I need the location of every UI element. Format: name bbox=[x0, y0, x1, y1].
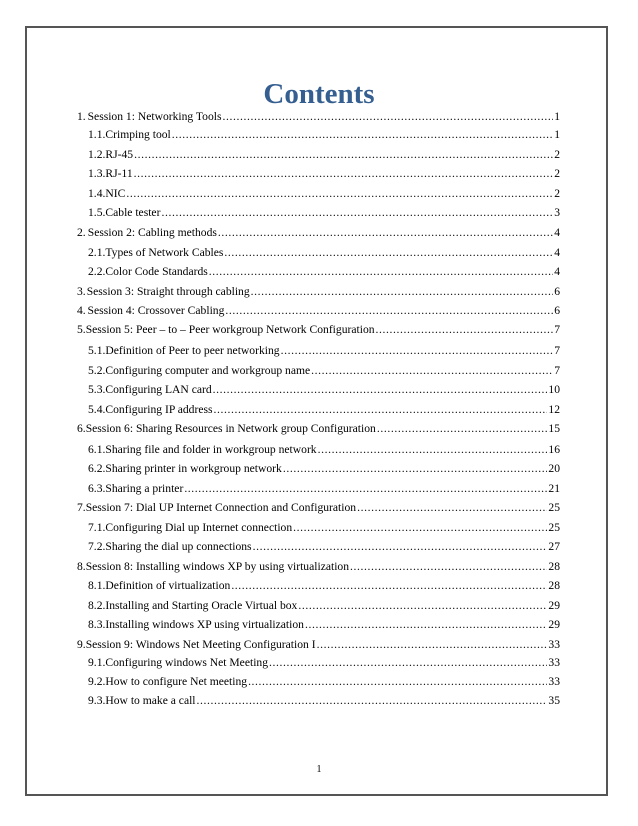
toc-entry-label: Configuring Dial up Internet connection bbox=[105, 521, 293, 534]
toc-leader-dots bbox=[269, 656, 547, 669]
toc-entry-label: Session 3: Straight through cabling bbox=[86, 285, 250, 298]
toc-entry-number: 1.5. bbox=[88, 206, 106, 219]
toc-entry-page: 2 bbox=[554, 167, 560, 180]
toc-entry-number: 1. bbox=[77, 110, 86, 123]
toc-entry-page: 29 bbox=[548, 618, 560, 631]
toc-entry[interactable] bbox=[74, 501, 560, 521]
toc-leader-dots bbox=[224, 246, 553, 259]
toc-entry[interactable] bbox=[74, 128, 560, 148]
toc-entry-number: 5.4. bbox=[88, 403, 106, 416]
toc-leader-dots bbox=[311, 364, 553, 377]
toc-entry-page: 4 bbox=[554, 226, 560, 239]
toc-leader-dots bbox=[214, 403, 548, 416]
toc-leader-dots bbox=[251, 285, 554, 298]
toc-entry[interactable] bbox=[74, 344, 560, 364]
toc-entry[interactable] bbox=[74, 675, 560, 694]
toc-entry-label: Session 1: Networking Tools bbox=[87, 110, 222, 123]
toc-entry-page: 33 bbox=[548, 638, 560, 651]
toc-entry[interactable] bbox=[74, 323, 560, 344]
toc-entry[interactable] bbox=[74, 110, 560, 128]
toc-entry-label: Color Code Standards bbox=[105, 265, 208, 278]
toc-entry-number: 1.2. bbox=[88, 148, 106, 161]
toc-entry-label: Sharing file and folder in workgroup network bbox=[105, 443, 317, 456]
toc-entry-page: 7 bbox=[554, 344, 560, 357]
toc-entry-number: 5. bbox=[77, 323, 86, 336]
toc-entry[interactable] bbox=[74, 462, 560, 482]
toc-entry[interactable] bbox=[74, 482, 560, 501]
toc-leader-dots bbox=[318, 443, 548, 456]
toc-entry-label: How to configure Net meeting bbox=[105, 675, 248, 688]
toc-entry[interactable] bbox=[74, 521, 560, 540]
toc-entry-number: 6.1. bbox=[88, 443, 106, 456]
toc-entry-number: 2. bbox=[77, 226, 86, 239]
toc-entry-label: Session 8: Installing windows XP by using virtualization bbox=[85, 560, 350, 573]
toc-entry-number: 2.1. bbox=[88, 246, 106, 259]
toc-entry[interactable] bbox=[74, 148, 560, 167]
toc-entry-number: 6.2. bbox=[88, 462, 106, 475]
toc-entry-label: Session 5: Peer – to – Peer workgroup Network Configuration bbox=[85, 323, 375, 336]
toc-entry-page: 7 bbox=[554, 364, 560, 377]
toc-leader-dots bbox=[377, 422, 548, 435]
toc-entry-number: 3. bbox=[77, 285, 86, 298]
toc-leader-dots bbox=[223, 110, 554, 123]
toc-entry-page: 15 bbox=[548, 422, 560, 435]
toc-entry-number: 8.3. bbox=[88, 618, 106, 631]
toc-leader-dots bbox=[231, 579, 547, 592]
toc-entry-page: 12 bbox=[548, 403, 560, 416]
toc-entry-page: 35 bbox=[548, 694, 560, 707]
toc-entry-page: 21 bbox=[548, 482, 560, 495]
toc-entry-label: RJ-45 bbox=[105, 148, 134, 161]
page-number: 1 bbox=[316, 764, 322, 775]
toc-entry[interactable] bbox=[74, 599, 560, 618]
toc-entry-page: 33 bbox=[548, 656, 560, 669]
toc-leader-dots bbox=[357, 501, 547, 514]
toc-entry-label: Sharing the dial up connections bbox=[105, 540, 252, 553]
toc-entry[interactable] bbox=[74, 285, 560, 304]
toc-entry[interactable] bbox=[74, 540, 560, 560]
toc-leader-dots bbox=[248, 675, 547, 688]
toc-entry[interactable] bbox=[74, 579, 560, 599]
toc-entry-number: 1.3. bbox=[88, 167, 106, 180]
toc-leader-dots bbox=[184, 482, 547, 495]
toc-leader-dots bbox=[283, 462, 548, 475]
toc-entry-page: 27 bbox=[548, 540, 560, 553]
toc-leader-dots bbox=[134, 167, 554, 180]
toc-entry-label: Configuring IP address bbox=[105, 403, 213, 416]
toc-entry-label: Definition of Peer to peer networking bbox=[105, 344, 280, 357]
toc-leader-dots bbox=[197, 694, 548, 707]
toc-entry-number: 9.1. bbox=[88, 656, 106, 669]
toc-entry-page: 6 bbox=[554, 285, 560, 298]
toc-entry-number: 7.2. bbox=[88, 540, 106, 553]
toc-entry[interactable] bbox=[74, 304, 560, 323]
toc-leader-dots bbox=[134, 148, 553, 161]
toc-entry-label: NIC bbox=[105, 187, 126, 200]
toc-entry-number: 9.2. bbox=[88, 675, 106, 688]
toc-entry[interactable] bbox=[74, 618, 560, 638]
toc-entry-page: 4 bbox=[554, 246, 560, 259]
toc-entry-number: 9.3. bbox=[88, 694, 106, 707]
toc-entry-label: Session 9: Windows Net Meeting Configuration I bbox=[85, 638, 316, 651]
toc-entry-label: Session 7: Dial UP Internet Connection and Configuration bbox=[85, 501, 357, 514]
toc-entry-label: Session 6: Sharing Resources in Network group Configuration bbox=[85, 422, 376, 435]
toc-entry-number: 2.2. bbox=[88, 265, 106, 278]
toc-entry-number: 6.3. bbox=[88, 482, 106, 495]
toc-entry[interactable] bbox=[74, 187, 560, 206]
toc-leader-dots bbox=[281, 344, 554, 357]
toc-entry-label: Session 2: Cabling methods bbox=[87, 226, 217, 239]
toc-entry-page: 25 bbox=[548, 521, 560, 534]
toc-entry-number: 8.2. bbox=[88, 599, 106, 612]
toc-leader-dots bbox=[253, 540, 548, 553]
toc-entry[interactable] bbox=[74, 265, 560, 285]
toc-entry[interactable] bbox=[74, 422, 560, 443]
toc-entry-number: 1.4. bbox=[88, 187, 106, 200]
toc-entry-label: Sharing printer in workgroup network bbox=[105, 462, 282, 475]
toc-entry-number: 7. bbox=[77, 501, 86, 514]
toc-entry-number: 9. bbox=[77, 638, 86, 651]
page-title: Contents bbox=[263, 78, 375, 110]
toc-leader-dots bbox=[126, 187, 553, 200]
toc-entry-label: Definition of virtualization bbox=[105, 579, 231, 592]
toc-leader-dots bbox=[305, 618, 547, 631]
toc-entry-page: 25 bbox=[548, 501, 560, 514]
toc-entry-number: 8. bbox=[77, 560, 86, 573]
toc-entry-label: Configuring windows Net Meeting bbox=[105, 656, 269, 669]
toc-entry-label: Sharing a printer bbox=[105, 482, 184, 495]
toc-entry-label: Installing windows XP using virtualization bbox=[105, 618, 304, 631]
toc-entry[interactable] bbox=[74, 226, 560, 246]
toc-leader-dots bbox=[209, 265, 553, 278]
toc-leader-dots bbox=[376, 323, 554, 336]
toc-leader-dots bbox=[298, 599, 547, 612]
toc-entry-number: 4. bbox=[77, 304, 86, 317]
toc-entry-page: 10 bbox=[548, 383, 560, 396]
toc-leader-dots bbox=[161, 206, 553, 219]
toc-entry[interactable] bbox=[74, 403, 560, 422]
toc-entry-page: 1 bbox=[554, 128, 560, 141]
toc-entry[interactable] bbox=[74, 656, 560, 675]
toc-leader-dots bbox=[218, 226, 553, 239]
toc-entry-label: Session 4: Crossover Cabling bbox=[87, 304, 225, 317]
toc-entry-label: RJ-11 bbox=[105, 167, 133, 180]
toc-entry-page: 28 bbox=[548, 579, 560, 592]
toc-entry-number: 7.1. bbox=[88, 521, 106, 534]
toc-entry-label: Configuring computer and workgroup name bbox=[105, 364, 311, 377]
toc-leader-dots bbox=[213, 383, 548, 396]
toc-entry[interactable] bbox=[74, 560, 560, 579]
toc-entry-number: 5.2. bbox=[88, 364, 106, 377]
toc-entry[interactable] bbox=[74, 383, 560, 403]
toc-entry-page: 7 bbox=[554, 323, 560, 336]
toc-entry-number: 6. bbox=[77, 422, 86, 435]
toc-leader-dots bbox=[293, 521, 547, 534]
toc-entry-page: 6 bbox=[554, 304, 560, 317]
toc-entry-page: 2 bbox=[554, 187, 560, 200]
toc-entry[interactable] bbox=[74, 206, 560, 226]
toc-entry[interactable] bbox=[74, 443, 560, 462]
toc-entry[interactable] bbox=[74, 167, 560, 187]
toc-entry-number: 5.1. bbox=[88, 344, 106, 357]
toc-entry-page: 16 bbox=[548, 443, 560, 456]
toc-leader-dots bbox=[172, 128, 553, 141]
toc-entry-label: Installing and Starting Oracle Virtual box bbox=[105, 599, 298, 612]
toc-entry-number: 1.1. bbox=[88, 128, 106, 141]
toc-entry-page: 20 bbox=[548, 462, 560, 475]
toc-entry-page: 29 bbox=[548, 599, 560, 612]
toc-entry-page: 33 bbox=[548, 675, 560, 688]
toc-leader-dots bbox=[225, 304, 553, 317]
toc-leader-dots bbox=[350, 560, 547, 573]
toc-entry[interactable] bbox=[74, 246, 560, 265]
toc-entry-page: 4 bbox=[554, 265, 560, 278]
toc-entry[interactable] bbox=[74, 638, 560, 656]
toc-entry-label: Configuring LAN card bbox=[105, 383, 212, 396]
toc-leader-dots bbox=[317, 638, 548, 651]
toc-entry-label: Types of Network Cables bbox=[105, 246, 224, 259]
toc-entry-label: Cable tester bbox=[105, 206, 161, 219]
toc-entry-page: 1 bbox=[554, 110, 560, 123]
toc-entry-page: 2 bbox=[554, 148, 560, 161]
toc-entry-page: 3 bbox=[554, 206, 560, 219]
toc-entry-number: 8.1. bbox=[88, 579, 106, 592]
toc-entry[interactable] bbox=[74, 694, 560, 713]
table-of-contents bbox=[74, 110, 560, 713]
toc-entry-label: How to make a call bbox=[105, 694, 196, 707]
toc-entry-label: Crimping tool bbox=[105, 128, 171, 141]
toc-entry[interactable] bbox=[74, 364, 560, 383]
toc-entry-page: 28 bbox=[548, 560, 560, 573]
toc-entry-number: 5.3. bbox=[88, 383, 106, 396]
